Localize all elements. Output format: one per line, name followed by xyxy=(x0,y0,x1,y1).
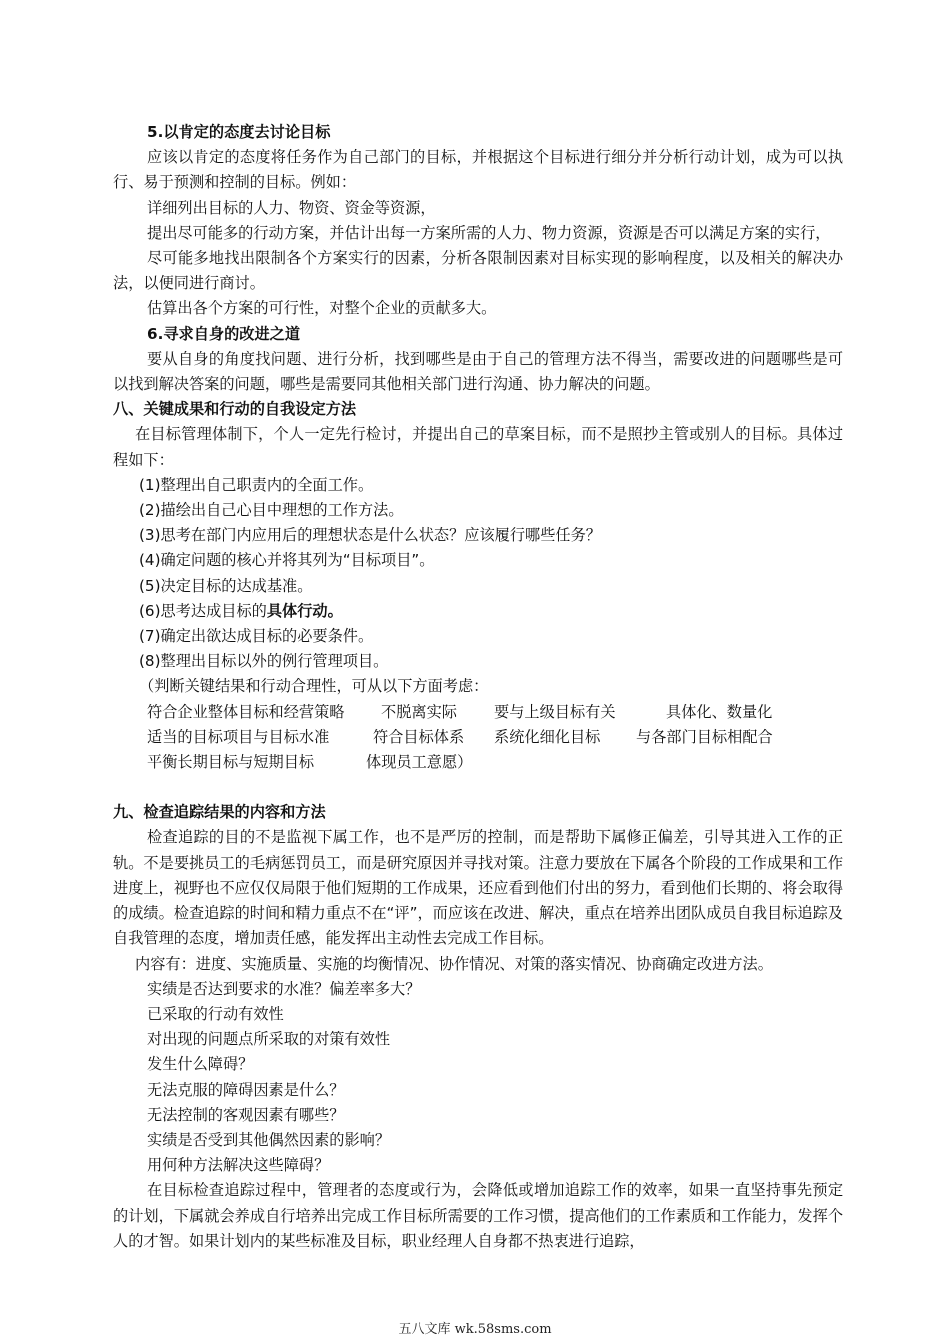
section-8-paragraph: 在目标管理体制下，个人一定先行检讨，并提出自己的草案目标，而不是照抄主管或别人的目标。具体过程如下： xyxy=(113,425,843,469)
section-9-content: 内容有：进度、实施质量、实施的均衡情况、协作情况、对策的落实情况、协商确定改进方法。 xyxy=(135,954,773,973)
question-item: 发生什么障碍？ xyxy=(147,1055,254,1074)
criteria-item: 符合企业整体目标和经营策略 xyxy=(147,702,345,721)
criteria-item: 具体化、数量化 xyxy=(666,702,773,721)
criteria-row xyxy=(113,725,843,750)
section-5-heading: 5.以肯定的态度去讨论目标 xyxy=(147,123,331,141)
step-item xyxy=(113,599,843,624)
criteria-item: 与各部门目标相配合 xyxy=(636,727,773,746)
step-item: (8)整理出目标以外的例行管理项目。 xyxy=(139,652,389,671)
section-5-paragraph: 应该以肯定的态度将任务作为自己部门的目标，并根据这个目标进行细分并分析行动计划，成为可以执行、易于预测和控制的目标。例如： xyxy=(113,148,843,192)
criteria-intro: （判断关键结果和行动合理性，可从以下方面考虑： xyxy=(139,677,489,696)
step-item: (4)确定问题的核心并将其列为“目标项目”。 xyxy=(139,551,435,570)
question-item: 对出现的问题点所采取的对策有效性 xyxy=(147,1030,390,1049)
step-6-text: (6)思考达成目标的 xyxy=(139,601,267,620)
question-item: 实绩是否达到要求的水准？偏差率多大？ xyxy=(147,979,421,998)
criteria-row xyxy=(113,750,843,775)
step-6-bold-text: 具体行动。 xyxy=(266,601,343,620)
section-9-paragraph: 检查追踪的目的不是监视下属工作，也不是严厉的控制，而是帮助下属修正偏差，引导其进入工作的正轨。不是要挑员工的毛病惩罚员工，而是研究原因并寻找对策。注意力要放在下属各个阶段的工作成果和工作进度上，视野也不应仅仅局限于他们短期的工作成果，还应看到他们付出的努力，看到他们长期的、将会取得的成绩。检查追踪的时间和精力重点不在“评”，而应该在改进、解决，重点在培养出团队成员自我目标追踪及自我管理的态度，增加责任感，能发挥出主动性去完成工作目标。 xyxy=(113,828,843,948)
section-5-item: 提出尽可能多的行动方案，并估计出每一方案所需的人力、物力资源，资源是否可以满足方案的实行， xyxy=(147,223,831,242)
question-item: 无法控制的客观因素有哪些？ xyxy=(147,1105,345,1124)
step-item: (7)确定出欲达成目标的必要条件。 xyxy=(139,627,374,646)
section-6-heading: 6.寻求自身的改进之道 xyxy=(147,324,301,343)
criteria-item: 平衡长期目标与短期目标 xyxy=(147,753,315,772)
section-6-paragraph: 要从自身的角度找问题、进行分析，找到哪些是由于自己的管理方法不得当，需要改进的问题哪些是可以找到解决答案的问题，哪些是需要同其他相关部门进行沟通、协力解决的问题。 xyxy=(113,349,843,394)
criteria-row xyxy=(113,700,843,725)
document-page xyxy=(113,120,843,1254)
question-item: 无法克服的障碍因素是什么？ xyxy=(147,1080,345,1099)
criteria-item: 系统化细化目标 xyxy=(494,727,601,746)
section-9-closing-paragraph: 在目标检查追踪过程中，管理者的态度或行为，会降低或增加追踪工作的效率，如果一直坚持事先预定的计划，下属就会养成自行培养出完成工作目标所需要的工作习惯，提高他们的工作素质和工作能力，发挥个人的才智。如果计划内的某些标准及目标，职业经理人自身都不热衷进行追踪， xyxy=(113,1181,843,1250)
section-5-item: 估算出各个方案的可行性，对整个企业的贡献多大。 xyxy=(147,299,497,318)
step-item: (2)描绘出自己心目中理想的工作方法。 xyxy=(139,501,404,520)
step-item: (5)决定目标的达成基准。 xyxy=(139,576,313,595)
criteria-item: 不脱离实际 xyxy=(381,702,457,721)
step-item: (1)整理出自己职责内的全面工作。 xyxy=(139,475,374,494)
step-item: (3)思考在部门内应用后的理想状态是什么状态？应该履行哪些任务？ xyxy=(139,526,601,545)
criteria-item: 体现员工意愿） xyxy=(366,753,473,772)
section-5-item: 尽可能多地找出限制各个方案实行的因素，分析各限制因素对目标实现的影响程度，以及相关的解决办法，以便同进行商讨。 xyxy=(113,249,843,293)
question-item: 实绩是否受到其他偶然因素的影响？ xyxy=(147,1130,390,1149)
question-item: 已采取的行动有效性 xyxy=(147,1004,284,1023)
criteria-item: 符合目标体系 xyxy=(373,727,465,746)
section-8-heading: 八、关键成果和行动的自我设定方法 xyxy=(113,400,356,419)
section-9-heading: 九、检查追踪结果的内容和方法 xyxy=(113,803,326,822)
spacer xyxy=(113,775,843,800)
section-5-item: 详细列出目标的人力、物资、资金等资源， xyxy=(147,198,436,217)
criteria-item: 要与上级目标有关 xyxy=(494,702,616,721)
question-item: 用何种方法解决这些障碍？ xyxy=(147,1156,330,1175)
footer-watermark: 五八文库 wk.58sms.com xyxy=(398,1322,552,1337)
criteria-item: 适当的目标项目与目标水准 xyxy=(147,727,330,746)
